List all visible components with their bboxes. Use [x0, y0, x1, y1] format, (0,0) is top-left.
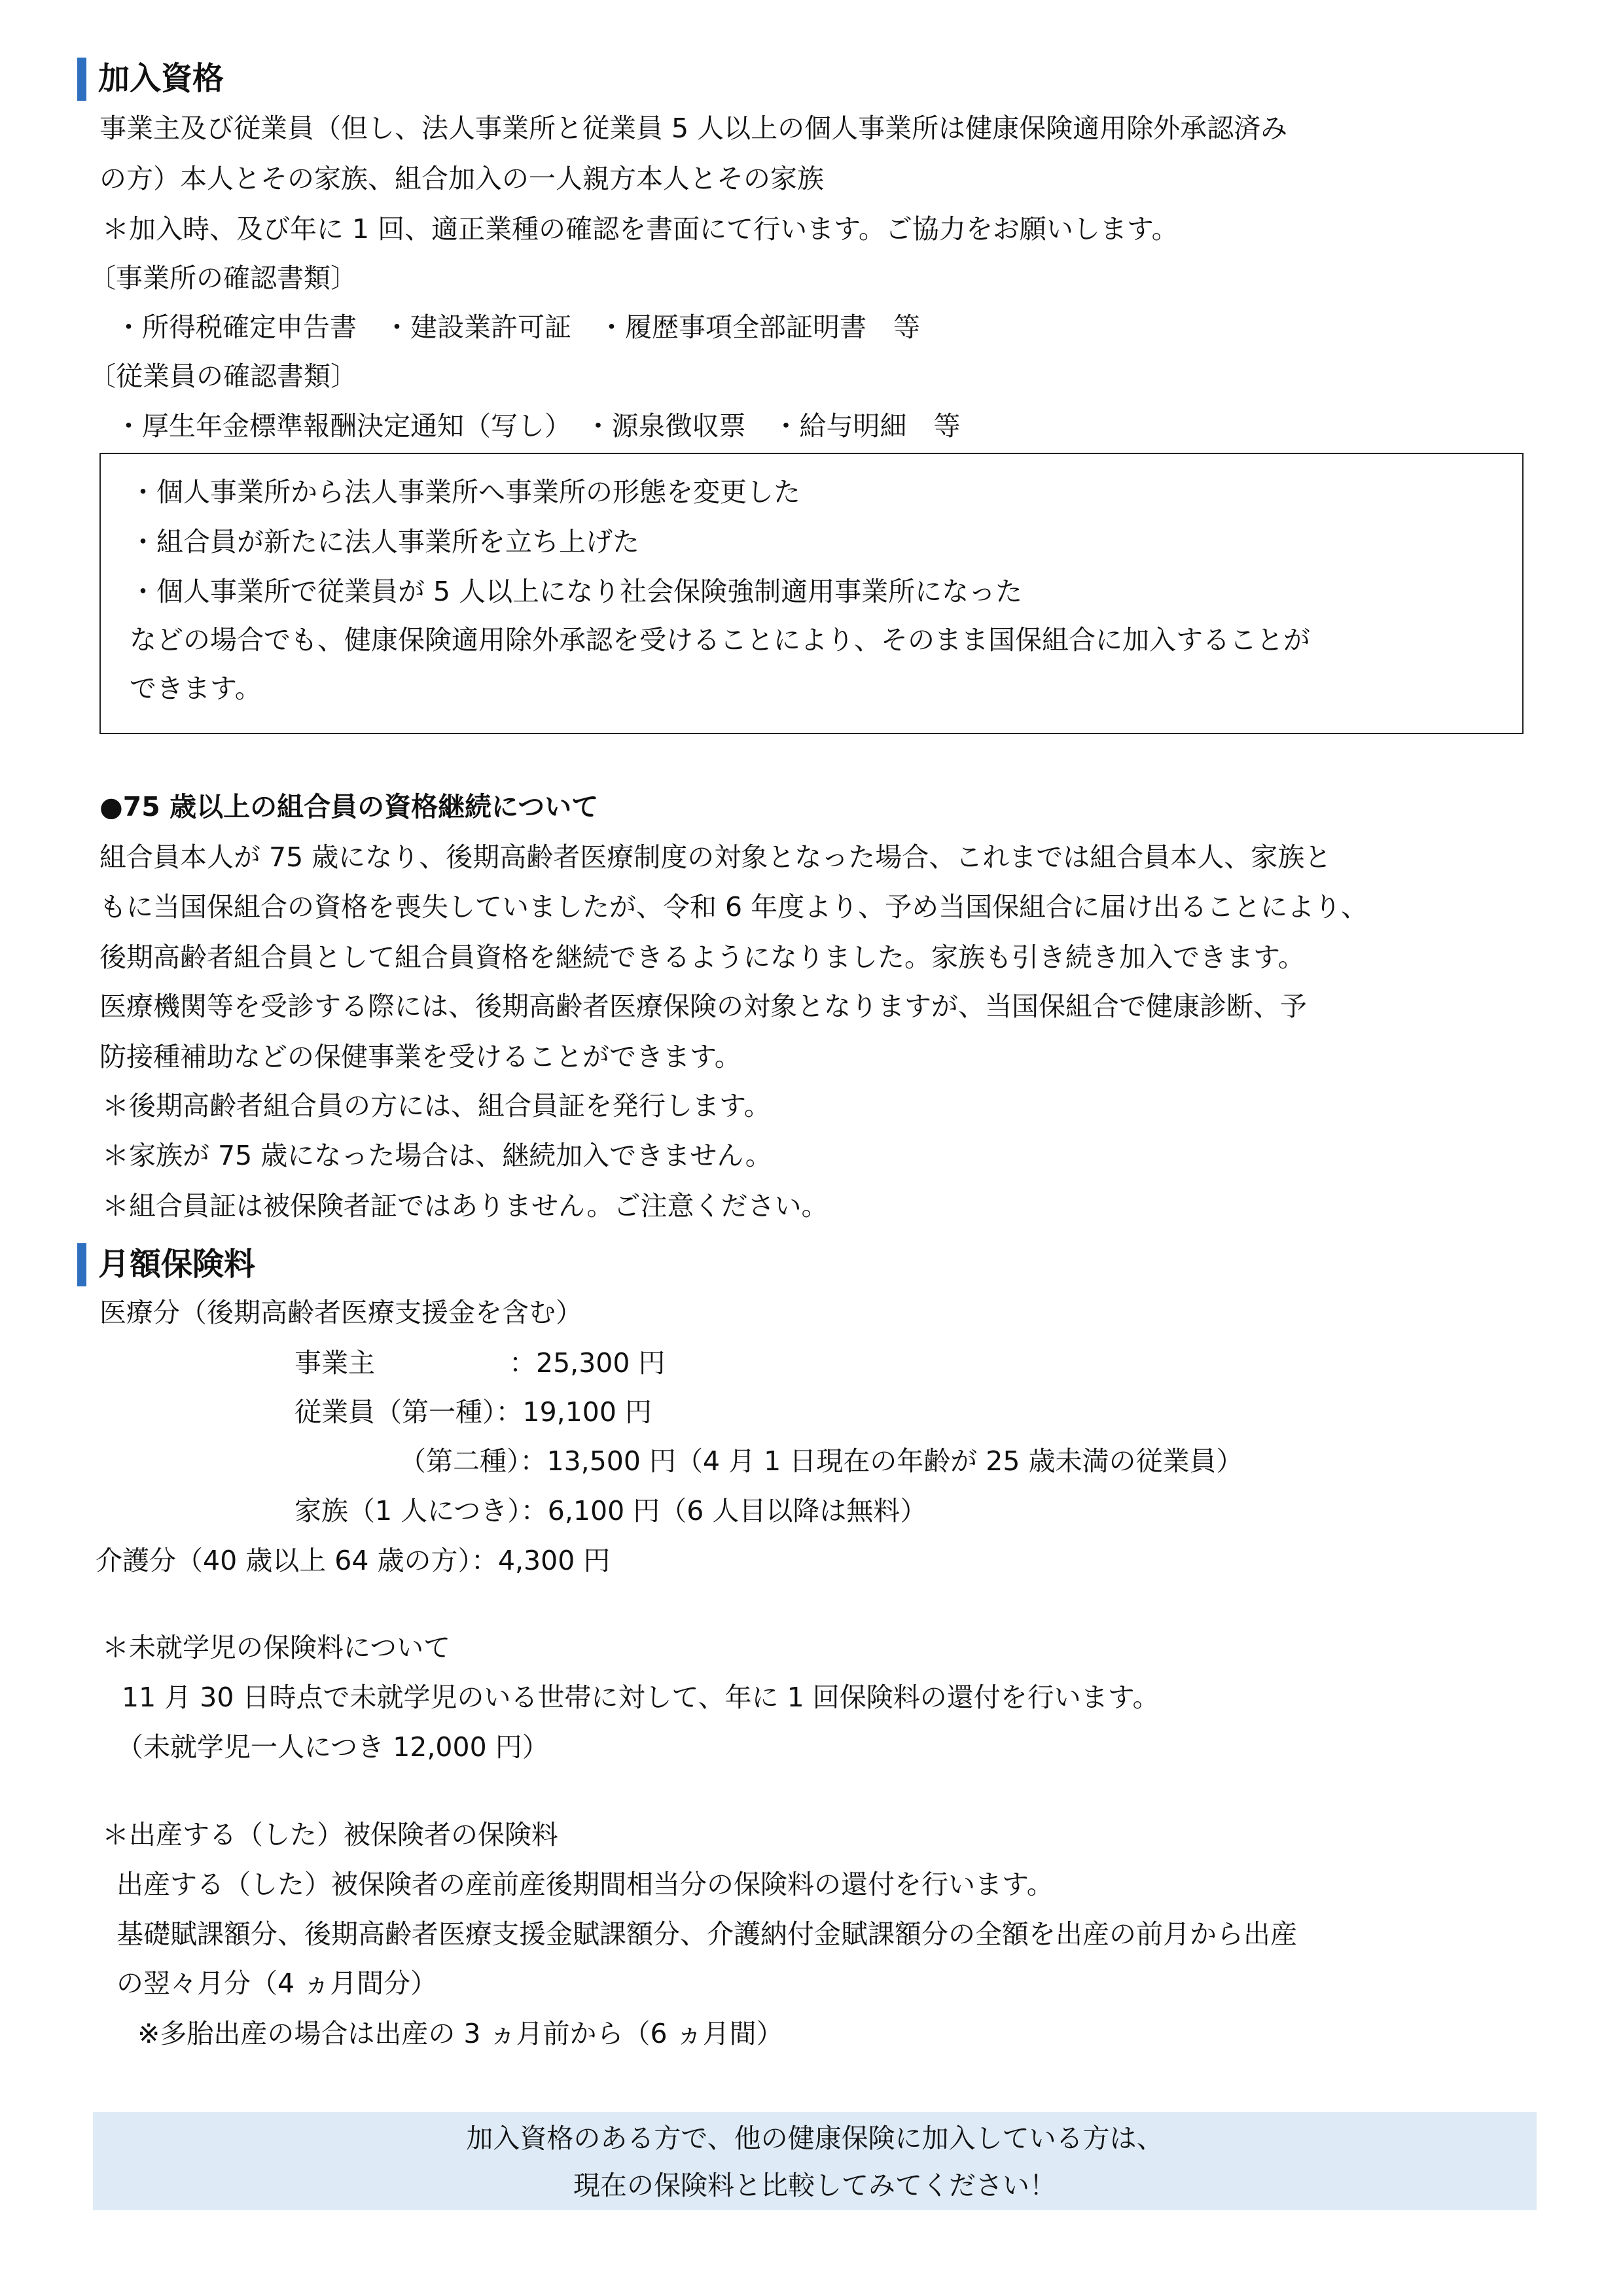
birth-text-2: 基礎賦課額分、後期高齢者医療支援金賦課額分、介護納付金賦課額分の全額を出産の前月から出産: [116, 1918, 1297, 1950]
employee-docs-label: 〔従業員の確認書類〕: [89, 361, 357, 392]
office-docs-list: ・所得税確定申告書 ・建設業許可証 ・履歴事項全部証明書 等: [115, 311, 920, 343]
medical-label: 医療分（後期高齢者医療支援金を含む）: [99, 1297, 582, 1328]
birth-text-3: の翌々月分（4 ヵ月間分）: [116, 1968, 438, 1999]
fee-owner: 事業主 ：25,300 円: [294, 1347, 666, 1379]
box-line-3: ・個人事業所で従業員が 5 人以上になり社会保険強制適用事業所になった: [130, 576, 1023, 607]
subheading-75: ●75 歳以上の組合員の資格継続について: [99, 791, 599, 822]
birth-text-1: 出産する（した）被保険者の産前産後期間相当分の保険料の還付を行います。: [116, 1869, 1054, 1900]
callout-line-2: 現在の保険料と比較してみてください！: [573, 2170, 1056, 2201]
fee-family: 家族（1 人につき）：6,100 円（6 人目以降は無料）: [294, 1495, 927, 1527]
fee-employee-2: （第二種）：13,500 円（4 月 1 日現在の年齢が 25 歳未満の従業員）: [399, 1445, 1243, 1477]
preschool-text-1: 11 月 30 日時点で未就学児のいる世帯に対して、年に 1 回保険料の還付を行います。: [122, 1682, 1160, 1713]
preschool-text-2: （未就学児一人につき 12,000 円）: [116, 1731, 549, 1763]
office-docs-label: 〔事業所の確認書類〕: [89, 262, 357, 294]
exception-note-box: [99, 453, 1524, 734]
eligibility-text-2: の方）本人とその家族、組合加入の一人親方本人とその家族: [99, 163, 824, 194]
fee-care: 介護分（40 歳以上 64 歳の方）：4,300 円: [96, 1545, 611, 1576]
heading-eligibility: 加入資格: [98, 60, 224, 97]
box-line-1: ・個人事業所から法人事業所へ事業所の形態を変更した: [130, 476, 800, 508]
box-line-2: ・組合員が新たに法人事業所を立ち上げた: [130, 526, 639, 557]
section75-text-1: 組合員本人が 75 歳になり、後期高齢者医療制度の対象となった場合、これまでは組合員本人、家族と: [99, 841, 1332, 873]
preschool-title: ＊未就学児の保険料について: [102, 1632, 451, 1663]
fee-employee-1: 従業員（第一種）：19,100 円: [294, 1396, 652, 1428]
section75-note-3: ＊組合員証は被保険者証ではありません。ご注意ください。: [102, 1190, 829, 1222]
section75-note-1: ＊後期高齢者組合員の方には、組合員証を発行します。: [102, 1090, 771, 1122]
section75-text-5: 防接種補助などの保健事業を受けることができます。: [99, 1041, 741, 1072]
employee-docs-list: ・厚生年金標準報酬決定通知（写し） ・源泉徴収票 ・給与明細 等: [115, 410, 961, 442]
section75-text-3: 後期高齢者組合員として組合員資格を継続できるようになりました。家族も引き続き加入できます。: [99, 942, 1305, 973]
section75-text-2: もに当国保組合の資格を喪失していましたが、令和 6 年度より、予め当国保組合に届け出ることにより、: [99, 891, 1368, 923]
heading-bar: [77, 1243, 86, 1286]
callout-box: [93, 2112, 1537, 2210]
heading-bar: [77, 58, 86, 101]
eligibility-note: ＊加入時、及び年に 1 回、適正業種の確認を書面にて行います。ご協力をお願いします。: [102, 213, 1179, 245]
birth-text-4: ※多胎出産の場合は出産の 3 ヵ月前から（6 ヵ月間）: [137, 2018, 783, 2049]
heading-monthly-premium: 月額保険料: [98, 1246, 256, 1282]
box-line-5: できます。: [130, 673, 262, 704]
birth-title: ＊出産する（した）被保険者の保険料: [102, 1819, 558, 1850]
callout-line-1: 加入資格のある方で、他の健康保険に加入している方は、: [466, 2123, 1164, 2154]
section75-text-4: 医療機関等を受診する際には、後期高齢者医療保険の対象となりますが、当国保組合で健康診断、予: [99, 991, 1307, 1022]
eligibility-text-1: 事業主及び従業員（但し、法人事業所と従業員 5 人以上の個人事業所は健康保険適用除外承認済み: [99, 113, 1288, 144]
section75-note-2: ＊家族が 75 歳になった場合は、継続加入できません。: [102, 1140, 772, 1171]
box-line-4: などの場合でも、健康保険適用除外承認を受けることにより、そのまま国保組合に加入することが: [130, 624, 1310, 656]
